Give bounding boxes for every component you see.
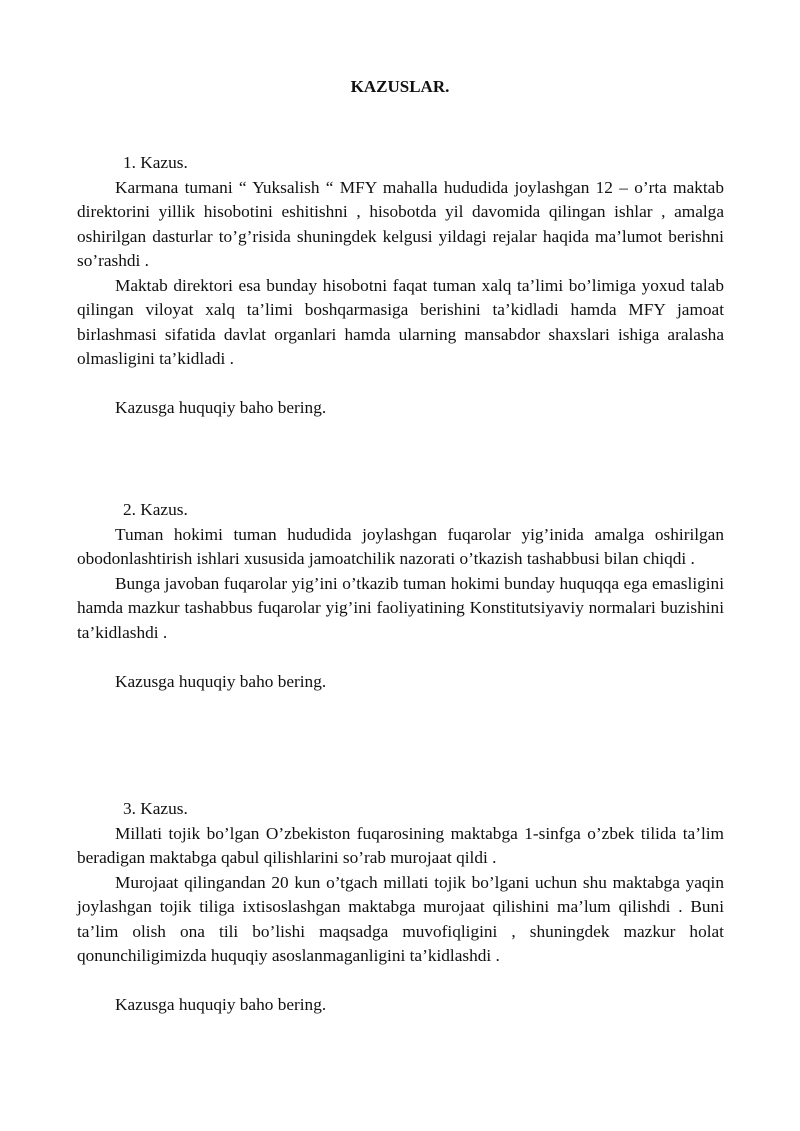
case-question: Kazusga huquqiy baho bering. <box>115 398 327 417</box>
case-section-1 <box>77 151 724 421</box>
case-heading: 2. Kazus. <box>123 500 188 519</box>
case-paragraph: Murojaat qilingandan 20 kun o’tgach millati tojik bo’lgani uchun shu maktabga yaqin joylashgan tojik tiliga ixtisoslashgan maktabga murojaat qilishini ma’lum qilishdi . Buni ta’lim olish ona tili bo’lishi maqsadga muvofiqligini , shuningdek mazkur holat qonunchiligimizda huquqiy asoslanmaganligini ta’kidlashdi . <box>77 872 724 965</box>
case-paragraph: Tuman hokimi tuman hududida joylashgan fuqarolar yig’inida amalga oshirilgan obodonlashtirish ishlari xususida jamoatchilik nazorati o’tkazish tashabbusi bilan chiqdi . <box>77 524 724 568</box>
case-section-3 <box>77 797 724 1018</box>
case-paragraph: Bunga javoban fuqarolar yig’ini o’tkazib tuman hokimi bunday huquqqa ega emasligini hamda mazkur tashabbus fuqarolar yig’ini faoliyatining Konstitutsiyaviy normalari buzishini ta’kidlashdi . <box>77 573 724 642</box>
document-title: KAZUSLAR. <box>350 77 450 96</box>
case-heading: 1. Kazus. <box>123 153 188 172</box>
case-question: Kazusga huquqiy baho bering. <box>115 995 327 1014</box>
case-paragraph: Maktab direktori esa bunday hisobotni faqat tuman xalq ta’limi bo’limiga yoxud talab qilingan viloyat xalq ta’limi boshqarmasiga berishini ta’kidladi hamda MFY jamoat birlashmasi sifatida davlat organlari hamda ularning mansabdor shaxslari ishiga aralasha olmasligini ta’kidladi . <box>77 275 724 368</box>
case-question: Kazusga huquqiy baho bering. <box>115 671 327 691</box>
case-paragraph: Millati tojik bo’lgan O’zbekiston fuqarosining maktabga 1-sinfga o’zbek tilida ta’lim beradigan maktabga qabul qilishlarini so’rab murojaat qildi . <box>77 823 724 867</box>
case-heading: 3. Kazus. <box>123 799 188 818</box>
case-section-2 <box>77 498 724 694</box>
case-paragraph: Karmana tumani “ Yuksalish “ MFY mahalla hududida joylashgan 12 – o’rta maktab direktorini yillik hisobotini eshitishni , hisobotda yil davomida qilingan ishlar , amalga oshirilgan dasturlar to’g’risida shuningdek kelgusi yildagi rejalar haqida ma’lumot berishni so’rashdi . <box>77 177 724 270</box>
